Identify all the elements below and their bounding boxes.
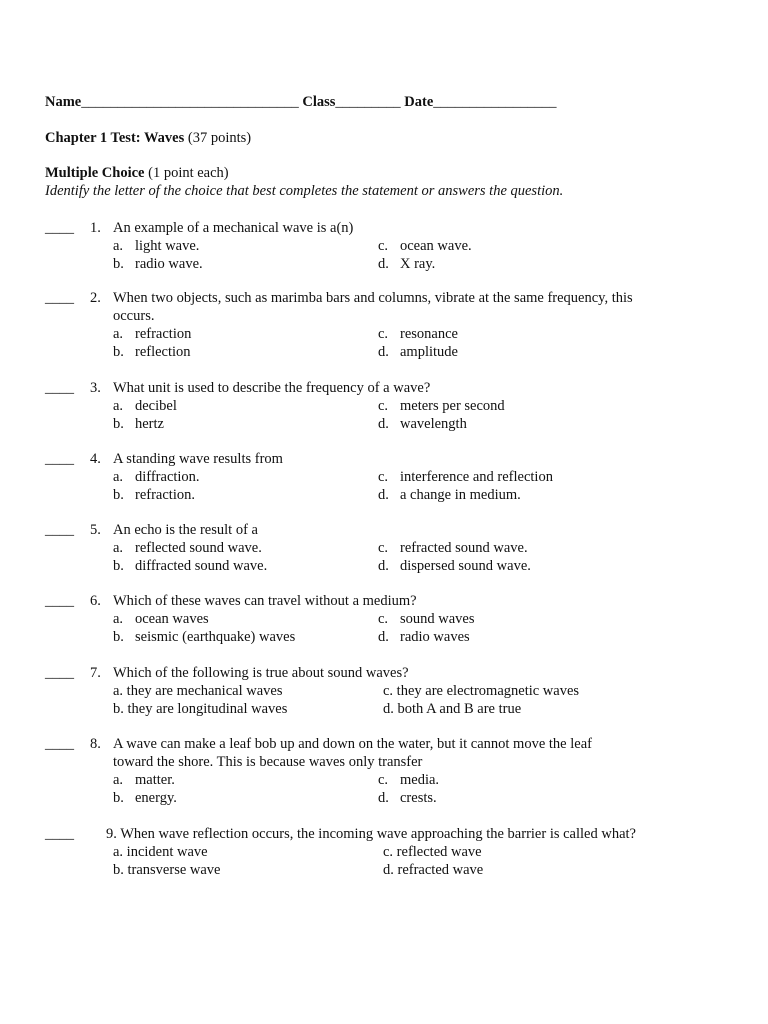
option-text: wavelength <box>400 416 467 432</box>
option-c <box>378 397 505 415</box>
option-text: light wave. <box>135 238 200 254</box>
option-b <box>113 628 295 646</box>
option-letter: d. <box>378 416 389 432</box>
option-letter: c. <box>378 469 389 485</box>
answer-blank[interactable]: ____ <box>45 220 74 236</box>
option-a: a. incident wave <box>113 844 208 860</box>
option-c <box>378 610 475 628</box>
option-text: energy. <box>135 790 177 806</box>
option-c <box>378 325 458 343</box>
question-stem: An example of a mechanical wave is a(n) <box>113 220 354 236</box>
option-text: reflection <box>135 344 191 360</box>
option-letter: a. <box>113 772 124 788</box>
option-d <box>378 343 458 361</box>
option-letter: b. <box>113 487 124 503</box>
option-b: b. transverse wave <box>113 862 221 878</box>
section-heading <box>45 164 229 182</box>
question-number: 5. <box>90 522 101 538</box>
option-c: c. reflected wave <box>383 844 482 860</box>
option-text: diffraction. <box>135 469 200 485</box>
section-points: (1 point each) <box>148 165 229 181</box>
option-text: a change in medium. <box>400 487 521 503</box>
option-text: decibel <box>135 398 177 414</box>
option-letter: d. <box>378 256 389 272</box>
option-letter: b. <box>113 558 124 574</box>
option-c <box>378 237 472 255</box>
option-b <box>113 415 164 433</box>
option-text: interference and reflection <box>400 469 553 485</box>
question-stem: Which of the following is true about sound waves? <box>113 665 409 681</box>
option-text: refraction <box>135 326 192 342</box>
header-line <box>45 93 557 111</box>
question-number: 3. <box>90 380 101 396</box>
option-text: resonance <box>400 326 458 342</box>
option-d <box>378 486 521 504</box>
option-letter: c. <box>378 540 389 556</box>
chapter-points: (37 points) <box>187 130 252 146</box>
option-a <box>113 325 191 343</box>
date-field[interactable]: _________________ <box>433 94 557 110</box>
option-c: c. they are electromagnetic waves <box>383 683 580 699</box>
question-stem: What unit is used to describe the frequency of a wave? <box>113 380 431 396</box>
option-letter: b. <box>113 629 124 645</box>
option-letter: d. <box>378 487 389 503</box>
option-letter: d. <box>378 629 389 645</box>
option-text: refraction. <box>135 487 195 503</box>
option-letter: a. <box>113 238 124 254</box>
option-letter: c. <box>378 398 389 414</box>
option-text: hertz <box>135 416 164 432</box>
question-stem: An echo is the result of a <box>113 522 258 538</box>
answer-blank[interactable]: ____ <box>45 665 74 681</box>
option-letter: b. <box>113 256 124 272</box>
name-field[interactable]: ______________________________ <box>81 94 299 110</box>
option-a <box>113 397 177 415</box>
option-a <box>113 610 209 628</box>
option-text: matter. <box>135 772 175 788</box>
option-d <box>378 255 435 273</box>
answer-blank[interactable]: ____ <box>45 451 74 467</box>
option-letter: b. <box>113 344 124 360</box>
answer-blank[interactable]: ____ <box>45 736 74 752</box>
question-stem: A standing wave results from <box>113 451 283 467</box>
section-title: Multiple Choice <box>45 165 145 181</box>
answer-blank[interactable]: ____ <box>45 826 74 842</box>
option-a <box>113 539 262 557</box>
option-a <box>113 237 199 255</box>
option-a <box>113 771 175 789</box>
option-b <box>113 557 267 575</box>
option-letter: c. <box>378 326 389 342</box>
question-number: 2. <box>90 290 101 306</box>
section-instructions: Identify the letter of the choice that best completes the statement or answers the question. <box>45 183 564 199</box>
question-stem: Which of these waves can travel without a medium? <box>113 593 417 609</box>
option-text: seismic (earthquake) waves <box>135 629 296 645</box>
option-d: d. refracted wave <box>383 862 484 878</box>
option-text: ocean wave. <box>400 238 472 254</box>
option-a: a. they are mechanical waves <box>113 683 283 699</box>
option-text: reflected sound wave. <box>135 540 262 556</box>
option-c <box>378 539 528 557</box>
option-letter: d. <box>378 558 389 574</box>
question-number: 8. <box>90 736 101 752</box>
option-b <box>113 255 203 273</box>
answer-blank[interactable]: ____ <box>45 593 74 609</box>
option-text: refracted sound wave. <box>400 540 528 556</box>
option-letter: c. <box>378 611 389 627</box>
option-letter: b. <box>113 416 124 432</box>
option-letter: d. <box>378 790 389 806</box>
option-a <box>113 468 200 486</box>
option-text: media. <box>400 772 440 788</box>
option-letter: a. <box>113 611 124 627</box>
option-text: ocean waves <box>135 611 209 627</box>
name-label: Name <box>45 94 82 110</box>
option-letter: b. <box>113 790 124 806</box>
option-d <box>378 415 467 433</box>
option-b <box>113 486 195 504</box>
option-text: diffracted sound wave. <box>135 558 268 574</box>
option-text: amplitude <box>400 344 458 360</box>
question-stem: A wave can make a leaf bob up and down on the water, but it cannot move the leaf toward the shore. This is because waves only transfer <box>113 736 592 770</box>
chapter-title: Chapter 1 Test: Waves <box>45 130 185 146</box>
question-number: 7. <box>90 665 101 681</box>
question-stem: 9. When wave reflection occurs, the incoming wave approaching the barrier is called what? <box>106 826 636 842</box>
date-label: Date <box>404 94 434 110</box>
question-stem: When two objects, such as marimba bars and columns, vibrate at the same frequency, this occurs. <box>113 290 633 324</box>
option-d: d. both A and B are true <box>383 701 522 717</box>
option-d <box>378 557 531 575</box>
option-c <box>378 771 439 789</box>
option-letter: c. <box>378 772 389 788</box>
option-letter: a. <box>113 540 124 556</box>
option-text: dispersed sound wave. <box>400 558 531 574</box>
option-letter: c. <box>378 238 389 254</box>
option-text: radio waves <box>400 629 470 645</box>
class-label: Class <box>302 94 336 110</box>
question-number: 6. <box>90 593 101 609</box>
option-text: meters per second <box>400 398 505 414</box>
option-letter: a. <box>113 469 124 485</box>
question-number: 1. <box>90 220 101 236</box>
chapter-heading <box>45 129 251 147</box>
option-letter: a. <box>113 398 124 414</box>
option-b <box>113 789 177 807</box>
question-number: 4. <box>90 451 101 467</box>
option-d <box>378 789 437 807</box>
option-d <box>378 628 470 646</box>
option-b: b. they are longitudinal waves <box>113 701 288 717</box>
option-text: X ray. <box>400 256 436 272</box>
option-text: radio wave. <box>135 256 203 272</box>
class-field[interactable]: _________ <box>335 94 401 110</box>
answer-blank[interactable]: ____ <box>45 522 74 538</box>
option-text: sound waves <box>400 611 475 627</box>
option-b <box>113 343 191 361</box>
answer-blank[interactable]: ____ <box>45 290 74 306</box>
option-c <box>378 468 553 486</box>
option-letter: d. <box>378 344 389 360</box>
option-letter: a. <box>113 326 124 342</box>
answer-blank[interactable]: ____ <box>45 380 74 396</box>
option-text: crests. <box>400 790 437 806</box>
